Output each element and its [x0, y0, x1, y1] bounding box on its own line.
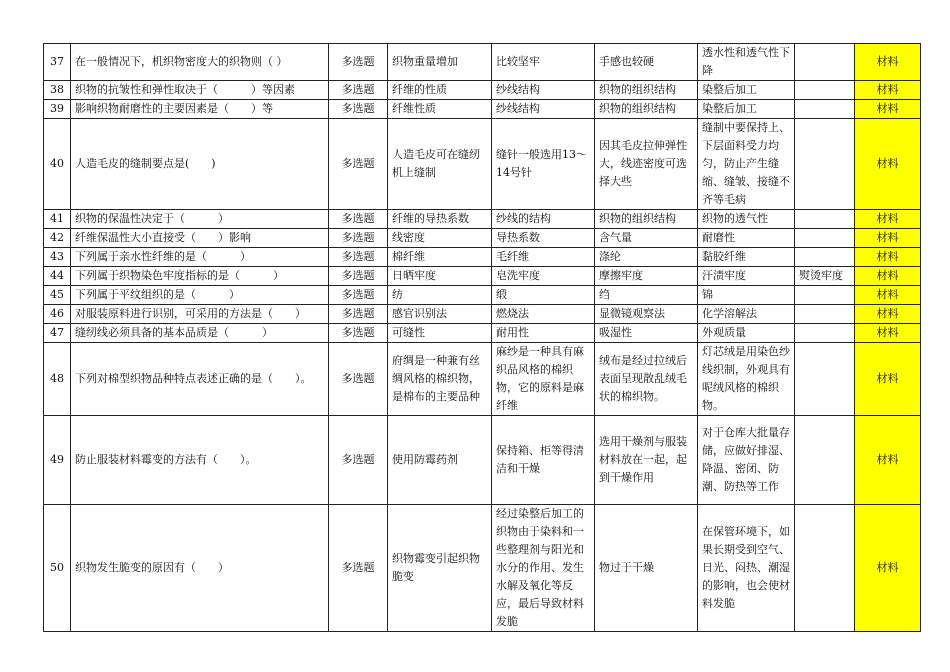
option-d: 黏胶纤维	[698, 248, 795, 267]
option-d: 透水性和透气性下降	[698, 44, 795, 81]
category-tag: 材料	[855, 286, 921, 305]
table-row	[44, 343, 921, 416]
option-a: 人造毛皮可在缝纫机上缝制	[388, 119, 492, 210]
row-number: 43	[44, 248, 71, 267]
option-c: 涤纶	[595, 248, 698, 267]
option-c: 手感也较硬	[595, 44, 698, 81]
question-text: 织物的抗皱性和弹性取决于（ ）等因素	[71, 81, 329, 100]
table-row	[44, 305, 921, 324]
option-a: 棉纤维	[388, 248, 492, 267]
option-e	[795, 305, 855, 324]
option-e	[795, 416, 855, 505]
option-d: 在保管环境下，如果长期受到空气、日光、闷热、潮湿的影响，也会使材料发脆	[698, 505, 795, 632]
option-a: 府绸是一种兼有丝绸风格的棉织物，是棉布的主要品种	[388, 343, 492, 416]
question-type: 多选题	[329, 248, 388, 267]
table-row	[44, 286, 921, 305]
option-d: 染整后加工	[698, 100, 795, 119]
option-d: 缝制中要保持上、下层面料受力均匀，防止产生缝缩、缝皱、接缝不齐等毛病	[698, 119, 795, 210]
option-c: 物过于干燥	[595, 505, 698, 632]
option-c: 选用干燥剂与服装材料放在一起，起到干燥作用	[595, 416, 698, 505]
question-text: 人造毛皮的缝制要点是( )	[71, 119, 329, 210]
category-tag: 材料	[855, 305, 921, 324]
option-d: 锦	[698, 286, 795, 305]
question-type: 多选题	[329, 505, 388, 632]
row-number: 48	[44, 343, 71, 416]
row-number: 42	[44, 229, 71, 248]
option-a: 使用防霉药剂	[388, 416, 492, 505]
option-e	[795, 286, 855, 305]
option-c: 摩擦牢度	[595, 267, 698, 286]
question-text: 下列属于织物染色牢度指标的是（ ）	[71, 267, 329, 286]
option-b: 纱线结构	[492, 81, 595, 100]
option-b: 纱线结构	[492, 100, 595, 119]
option-b: 毛纤维	[492, 248, 595, 267]
question-type: 多选题	[329, 416, 388, 505]
row-number: 49	[44, 416, 71, 505]
option-b: 麻纱是一种具有麻织品风格的棉织物，它的原料是麻纤维	[492, 343, 595, 416]
option-c: 绉	[595, 286, 698, 305]
row-number: 41	[44, 210, 71, 229]
option-a: 感官识别法	[388, 305, 492, 324]
question-type: 多选题	[329, 305, 388, 324]
option-c: 吸湿性	[595, 324, 698, 343]
category-tag: 材料	[855, 324, 921, 343]
category-tag: 材料	[855, 267, 921, 286]
row-number: 44	[44, 267, 71, 286]
question-text: 对服装原料进行识别，可采用的方法是（ ）	[71, 305, 329, 324]
category-tag: 材料	[855, 81, 921, 100]
option-a: 织物霉变引起织物脆变	[388, 505, 492, 632]
question-type: 多选题	[329, 44, 388, 81]
option-b: 缝针一般选用13～14号针	[492, 119, 595, 210]
option-d: 汗渍牢度	[698, 267, 795, 286]
table-row	[44, 44, 921, 81]
option-b: 经过染整后加工的织物由于染料和一些整理剂与阳光和水分的作用、发生水解及氧化等反应，最后导致材料发脆	[492, 505, 595, 632]
option-c: 绒布是经过拉绒后表面呈现散乱绒毛状的棉织物。	[595, 343, 698, 416]
row-number: 45	[44, 286, 71, 305]
option-e	[795, 81, 855, 100]
category-tag: 材料	[855, 100, 921, 119]
table-row	[44, 229, 921, 248]
option-d: 染整后加工	[698, 81, 795, 100]
row-number: 38	[44, 81, 71, 100]
option-c: 织物的组织结构	[595, 100, 698, 119]
question-table	[43, 43, 921, 632]
option-a: 可缝性	[388, 324, 492, 343]
option-b: 纱线的结构	[492, 210, 595, 229]
row-number: 40	[44, 119, 71, 210]
table-row	[44, 248, 921, 267]
question-text: 下列属于亲水性纤维的是（ ）	[71, 248, 329, 267]
row-number: 47	[44, 324, 71, 343]
option-a: 织物重量增加	[388, 44, 492, 81]
question-text: 影响织物耐磨性的主要因素是（ ）等	[71, 100, 329, 119]
row-number: 46	[44, 305, 71, 324]
option-e	[795, 210, 855, 229]
category-tag: 材料	[855, 416, 921, 505]
option-d: 织物的透气性	[698, 210, 795, 229]
option-a: 纤维性质	[388, 100, 492, 119]
question-type: 多选题	[329, 210, 388, 229]
question-text: 缝纫线必须具备的基本品质是（ ）	[71, 324, 329, 343]
row-number: 39	[44, 100, 71, 119]
question-type: 多选题	[329, 267, 388, 286]
table-row	[44, 324, 921, 343]
option-d: 外观质量	[698, 324, 795, 343]
option-d: 对于仓库大批量存储，应做好排湿、降温、密闭、防潮、防热等工作	[698, 416, 795, 505]
question-type: 多选题	[329, 286, 388, 305]
question-type: 多选题	[329, 343, 388, 416]
question-text: 织物发生脆变的原因有（ ）	[71, 505, 329, 632]
table-row	[44, 267, 921, 286]
question-type: 多选题	[329, 100, 388, 119]
question-text: 下列对棉型织物品种特点表述正确的是（ ）。	[71, 343, 329, 416]
option-b: 保持箱、柜等得清洁和干燥	[492, 416, 595, 505]
option-b: 燃烧法	[492, 305, 595, 324]
option-c: 因其毛皮拉伸弹性大，线迹密度可选择大些	[595, 119, 698, 210]
question-type: 多选题	[329, 81, 388, 100]
question-type: 多选题	[329, 229, 388, 248]
option-e	[795, 248, 855, 267]
category-tag: 材料	[855, 248, 921, 267]
option-b: 耐用性	[492, 324, 595, 343]
category-tag: 材料	[855, 119, 921, 210]
option-e	[795, 229, 855, 248]
question-text: 下列属于平纹组织的是（ ）	[71, 286, 329, 305]
table-row	[44, 210, 921, 229]
option-c: 含气量	[595, 229, 698, 248]
option-b: 比较坚牢	[492, 44, 595, 81]
option-d: 灯芯绒是用染色纱线织制，外观具有呢绒风格的棉织物。	[698, 343, 795, 416]
table-row	[44, 81, 921, 100]
option-a: 纤维的性质	[388, 81, 492, 100]
option-a: 纺	[388, 286, 492, 305]
option-a: 纤维的导热系数	[388, 210, 492, 229]
question-text: 织物的保温性决定于（ ）	[71, 210, 329, 229]
question-text: 防止服装材料霉变的方法有（ ）。	[71, 416, 329, 505]
question-text: 纤维保温性大小直接受（ ）影响	[71, 229, 329, 248]
question-text: 在一般情况下，机织物密度大的织物则（ ）	[71, 44, 329, 81]
option-e	[795, 343, 855, 416]
option-b: 缎	[492, 286, 595, 305]
table-row	[44, 505, 921, 632]
option-e	[795, 119, 855, 210]
option-c: 织物的组织结构	[595, 210, 698, 229]
option-b: 皂洗牢度	[492, 267, 595, 286]
question-type: 多选题	[329, 119, 388, 210]
category-tag: 材料	[855, 229, 921, 248]
row-number: 50	[44, 505, 71, 632]
option-d: 耐磨性	[698, 229, 795, 248]
option-e: 熨烫牢度	[795, 267, 855, 286]
category-tag: 材料	[855, 210, 921, 229]
option-a: 线密度	[388, 229, 492, 248]
row-number: 37	[44, 44, 71, 81]
option-b: 导热系数	[492, 229, 595, 248]
table-row	[44, 416, 921, 505]
category-tag: 材料	[855, 343, 921, 416]
option-c: 显微镜观察法	[595, 305, 698, 324]
question-type: 多选题	[329, 324, 388, 343]
category-tag: 材料	[855, 44, 921, 81]
option-a: 日晒牢度	[388, 267, 492, 286]
option-e	[795, 100, 855, 119]
table-row	[44, 100, 921, 119]
table-row	[44, 119, 921, 210]
option-e	[795, 324, 855, 343]
option-e	[795, 505, 855, 632]
option-d: 化学溶解法	[698, 305, 795, 324]
option-c: 织物的组织结构	[595, 81, 698, 100]
category-tag: 材料	[855, 505, 921, 632]
option-e	[795, 44, 855, 81]
